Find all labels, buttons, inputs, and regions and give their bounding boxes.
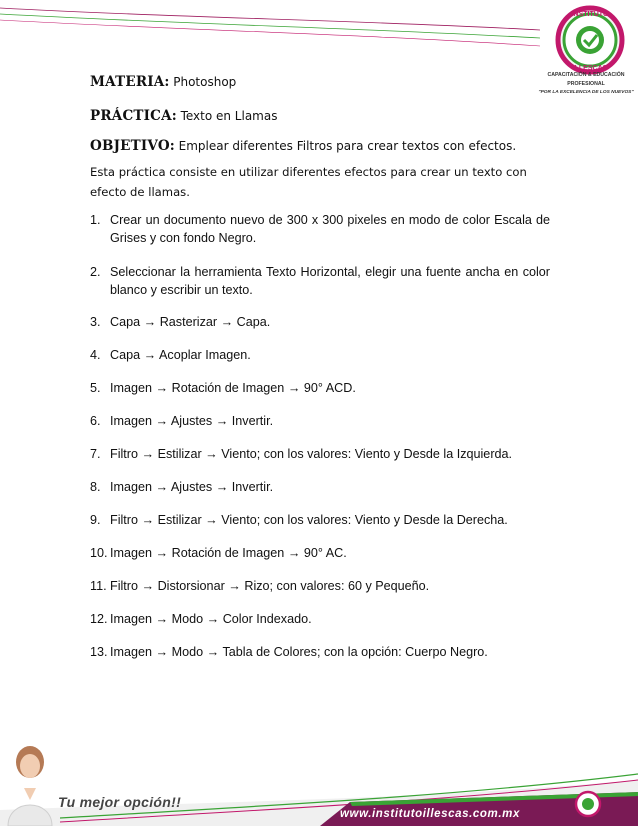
step-item (90, 413, 550, 431)
logo-tagline-2: PROFESIONAL (567, 81, 605, 87)
step-text: Imagen → Modo → Tabla de Colores; con la opción: Cuerpo Negro. (110, 645, 488, 659)
step-text: Filtro → Estilizar → Viento; con los valores: Viento y Desde la Derecha. (110, 513, 508, 527)
step-text: Seleccionar la herramienta Texto Horizontal, elegir una fuente ancha en color blanco y escribir un texto. (110, 265, 550, 297)
practica-value: Texto en Llamas (180, 109, 278, 123)
materia-line (90, 74, 236, 90)
step-item (90, 644, 550, 662)
step-text: Imagen → Rotación de Imagen → 90° AC. (110, 546, 347, 560)
step-text: Capa → Acoplar Imagen. (110, 348, 251, 362)
step-text: Filtro → Distorsionar → Rizo; con valores: 60 y Pequeño. (110, 579, 430, 593)
objetivo-value: Emplear diferentes Filtros para crear textos con efectos. (178, 139, 517, 153)
practica-line (90, 108, 277, 124)
footer-banner (0, 740, 638, 826)
step-text: Filtro → Estilizar → Viento; con los valores: Viento y Desde la Izquierda. (110, 447, 513, 461)
step-number: 5. (90, 381, 101, 395)
step-text: Imagen → Ajustes → Invertir. (110, 480, 274, 494)
step-item (90, 314, 550, 332)
step-text: Capa → Rasterizar → Capa. (110, 315, 271, 329)
svg-text:INSTITUTO: INSTITUTO (571, 11, 609, 18)
step-text: Imagen → Ajustes → Invertir. (110, 414, 274, 428)
step-number: 11. (90, 579, 107, 593)
step-item (90, 578, 550, 596)
step-number: 12. (90, 612, 108, 626)
footer-website: www.institutoillescas.com.mx (340, 808, 520, 820)
step-text: Imagen → Rotación de Imagen → 90° ACD. (110, 381, 356, 395)
step-number: 1. (90, 213, 101, 227)
step-item (90, 611, 550, 629)
footer-slogan: Tu mejor opción!! (58, 794, 182, 810)
step-item (90, 479, 550, 497)
step-item (90, 212, 550, 247)
practica-label: PRÁCTICA: (90, 108, 177, 124)
step-number: 4. (90, 348, 101, 362)
step-number: 8. (90, 480, 101, 494)
objetivo-label: OBJETIVO: (90, 138, 175, 154)
step-number: 6. (90, 414, 101, 428)
step-text: Crear un documento nuevo de 300 x 300 pixeles en modo de color Escala de Grises y con fondo Negro. (110, 213, 550, 245)
intro-paragraph: Esta práctica consiste en utilizar diferentes efectos para crear un texto con efecto de llamas. (90, 165, 527, 199)
step-number: 9. (90, 513, 101, 527)
step-item (90, 264, 550, 299)
step-number: 2. (90, 265, 101, 279)
logo-tagline-3: "POR LA EXCELENCIA DE LOS NUEVOS" (538, 90, 634, 95)
step-item (90, 512, 550, 530)
step-item (90, 446, 550, 464)
svg-text:ILLESCAS: ILLESCAS (572, 65, 608, 72)
step-text: Imagen → Modo → Color Indexado. (110, 612, 312, 626)
step-item (90, 545, 550, 563)
step-item (90, 347, 550, 365)
objetivo-line (90, 138, 516, 154)
materia-label: MATERIA: (90, 74, 170, 90)
step-number: 10. (90, 546, 108, 560)
step-item (90, 380, 550, 398)
step-number: 13. (90, 645, 108, 659)
step-number: 7. (90, 447, 101, 461)
materia-value: Photoshop (173, 75, 237, 89)
logo-tagline-1: CAPACITACIÓN & EDUCACIÓN (547, 72, 625, 78)
step-number: 3. (90, 315, 101, 329)
